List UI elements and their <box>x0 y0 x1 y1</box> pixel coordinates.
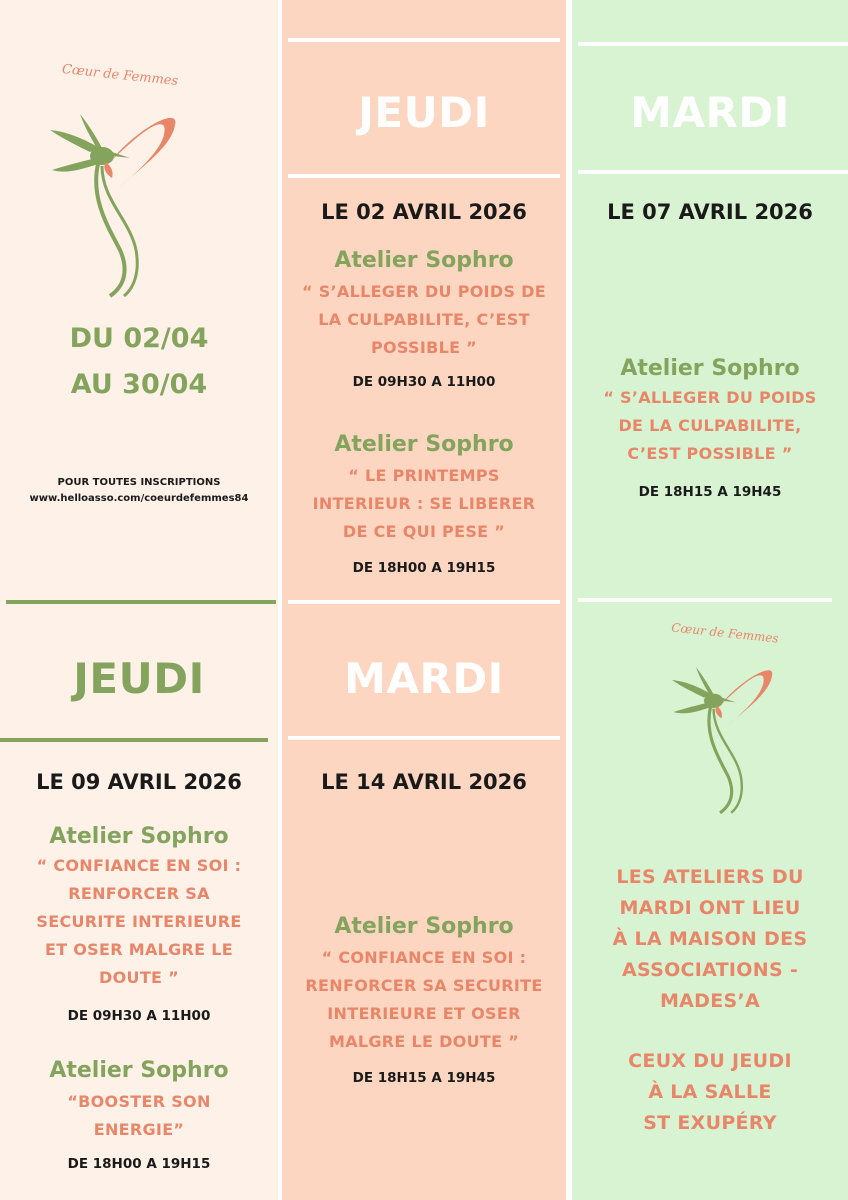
divider <box>288 174 560 178</box>
session-date: LE 07 AVRIL 2026 <box>607 200 813 224</box>
location-note-jeudi: CEUX DU JEUDI À LA SALLE ST EXUPÉRY <box>628 1050 792 1134</box>
day-heading: MARDI <box>630 88 790 137</box>
workshop-hours: DE 18H15 A 19H45 <box>352 1070 496 1086</box>
day-heading: MARDI <box>344 654 504 703</box>
workshop-title: Atelier Sophro <box>620 356 800 381</box>
divider <box>6 600 276 604</box>
session-date: LE 14 AVRIL 2026 <box>321 770 527 794</box>
workshop-title: Atelier Sophro <box>49 1058 229 1083</box>
workshop-title: Atelier Sophro <box>334 248 514 273</box>
hummingbird-heart-logo-icon <box>664 656 784 824</box>
period-end: AU 30/04 <box>70 369 208 400</box>
workshop-theme: “ CONFIANCE EN SOI : RENFORCER SA SECURITE INTERIEURE ET OSER MALGRE LE DOUTE ” <box>305 948 543 1051</box>
workshop-hours: DE 18H15 A 19H45 <box>638 484 782 500</box>
workshop-hours: DE 18H00 A 19H15 <box>352 560 496 576</box>
day-heading: JEUDI <box>73 654 205 703</box>
inscriptions-label: POUR TOUTES INSCRIPTIONS <box>57 477 221 488</box>
divider <box>288 38 560 42</box>
divider <box>288 736 560 740</box>
divider <box>0 738 268 742</box>
workshop-theme: “ LE PRINTEMPS INTERIEUR : SE LIBERER DE CE QUI PESE ” <box>312 466 536 541</box>
day-heading: JEUDI <box>358 88 490 137</box>
period-start: DU 02/04 <box>69 323 209 354</box>
workshop-theme: “ S’ALLEGER DU POIDS DE LA CULPABILITE, C’EST POSSIBLE ” <box>603 388 817 463</box>
session-date: LE 09 AVRIL 2026 <box>36 770 242 794</box>
workshop-title: Atelier Sophro <box>49 824 229 849</box>
workshop-hours: DE 18H00 A 19H15 <box>67 1156 211 1172</box>
divider <box>578 42 848 46</box>
divider <box>578 598 832 602</box>
workshop-theme: “ S’ALLEGER DU POIDS DE LA CULPABILITE, C’EST POSSIBLE ” <box>302 282 546 357</box>
workshop-theme: “BOOSTER SON ENERGIE” <box>67 1092 211 1139</box>
workshop-title: Atelier Sophro <box>334 432 514 457</box>
session-date: LE 02 AVRIL 2026 <box>321 200 527 224</box>
location-note-mardi: LES ATELIERS DU MARDI ONT LIEU À LA MAISON DES ASSOCIATIONS - MADES’A <box>612 866 808 1012</box>
brand-name: Cœur de Femmes <box>61 61 179 90</box>
divider <box>288 600 560 604</box>
workshop-theme: “ CONFIANCE EN SOI : RENFORCER SA SECURITE INTERIEURE ET OSER MALGRE LE DOUTE ” <box>36 856 242 987</box>
workshop-hours: DE 09H30 A 11H00 <box>352 374 496 390</box>
inscriptions-url[interactable]: www.helloasso.com/coeurdefemmes84 <box>29 493 249 504</box>
hummingbird-heart-logo-icon <box>40 100 190 310</box>
workshop-hours: DE 09H30 A 11H00 <box>67 1008 211 1024</box>
divider <box>578 170 848 174</box>
workshop-title: Atelier Sophro <box>334 914 514 939</box>
brand-name: Cœur de Femmes <box>670 620 780 646</box>
